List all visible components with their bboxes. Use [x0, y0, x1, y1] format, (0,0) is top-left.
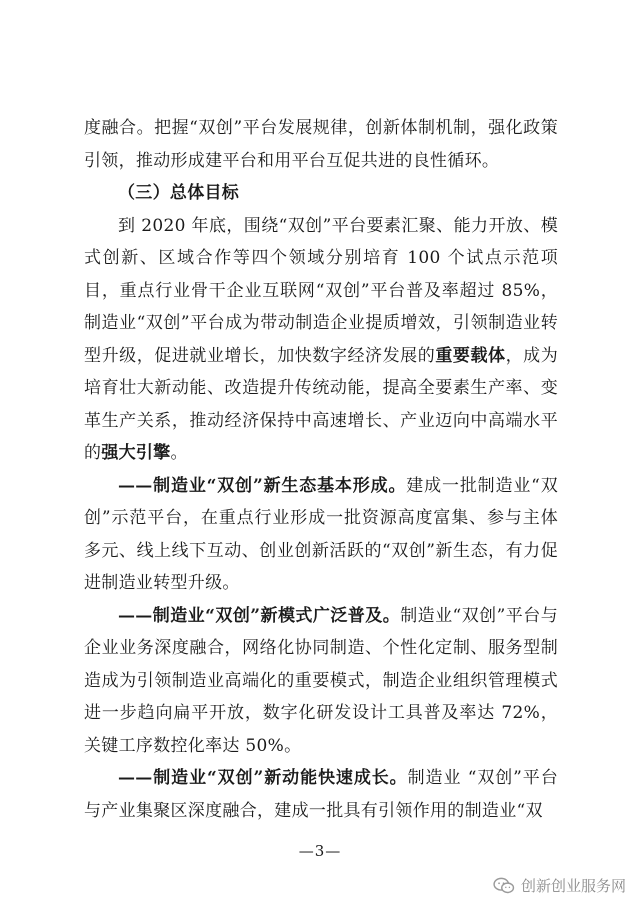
- document-body: [84, 112, 558, 827]
- goals-emphasis-2: 强大引擎: [101, 443, 171, 463]
- section-heading: （三）总体目标: [118, 183, 240, 203]
- ecosystem-text: 建成一批制造业“双创”示范平台，在重点行业形成一批资源高度富集、参与主体多元、线上线下互动、创业创新活跃的“双创”新生态，有力促进制造业转型升级。: [84, 475, 559, 593]
- ecosystem-lead: ——制造业“双创”新生态基本形成。: [118, 475, 407, 496]
- mode-text: 制造业“双创”平台与企业业务深度融合，网络化协同制造、个性化定制、服务型制造成为引领制造业高端化的重要模式，制造企业组织管理模式进一步趋向扁平开放，数字化研发设计工具普及率达 72%，关键工序数控化率达 50%。: [84, 605, 558, 756]
- watermark-text: 创新创业服务网: [520, 877, 626, 895]
- mode-lead: ——制造业“双创”新模式广泛普及。: [118, 605, 401, 626]
- paragraph-goals: [84, 210, 558, 470]
- paragraph-momentum: [84, 762, 558, 827]
- page-number: —3—: [298, 842, 342, 860]
- goals-text-1: 到 2020 年底，围绕“双创”平台要素汇聚、能力开放、模式创新、区域合作等四个领域分别培育 100 个试点示范项目，重点行业骨干企业互联网“双创”平台普及率超过 85%，制造业“双创”平台成为带动制造企业提质增效，引领制造业转型升级，促进就业增长，加快数字经济发展的: [84, 215, 558, 366]
- paragraph-mode: [84, 600, 558, 763]
- goals-emphasis-1: 重要载体: [435, 345, 506, 366]
- momentum-lead: ——制造业“双创”新动能快速成长。: [118, 768, 408, 788]
- momentum-text: 制造业 “双创”平台与产业集聚区深度融合，建成一批具有引领作用的制造业“双: [84, 768, 558, 821]
- watermark: [493, 875, 626, 896]
- paragraph-ecosystem: [84, 470, 558, 600]
- paragraph-intro: 度融合。把握“双创”平台发展规律，创新体制机制，强化政策引领，推动形成建平台和用平台互促共进的良性循环。: [84, 118, 558, 171]
- wechat-icon: [493, 877, 515, 895]
- goals-text-3: 。: [170, 443, 188, 463]
- goals-text-2: ，成为培育壮大新动能、改造提升传统动能，提高全要素生产率、变革生产关系，推动经济保持中高速增长、产业迈向中高端水平的: [84, 345, 559, 463]
